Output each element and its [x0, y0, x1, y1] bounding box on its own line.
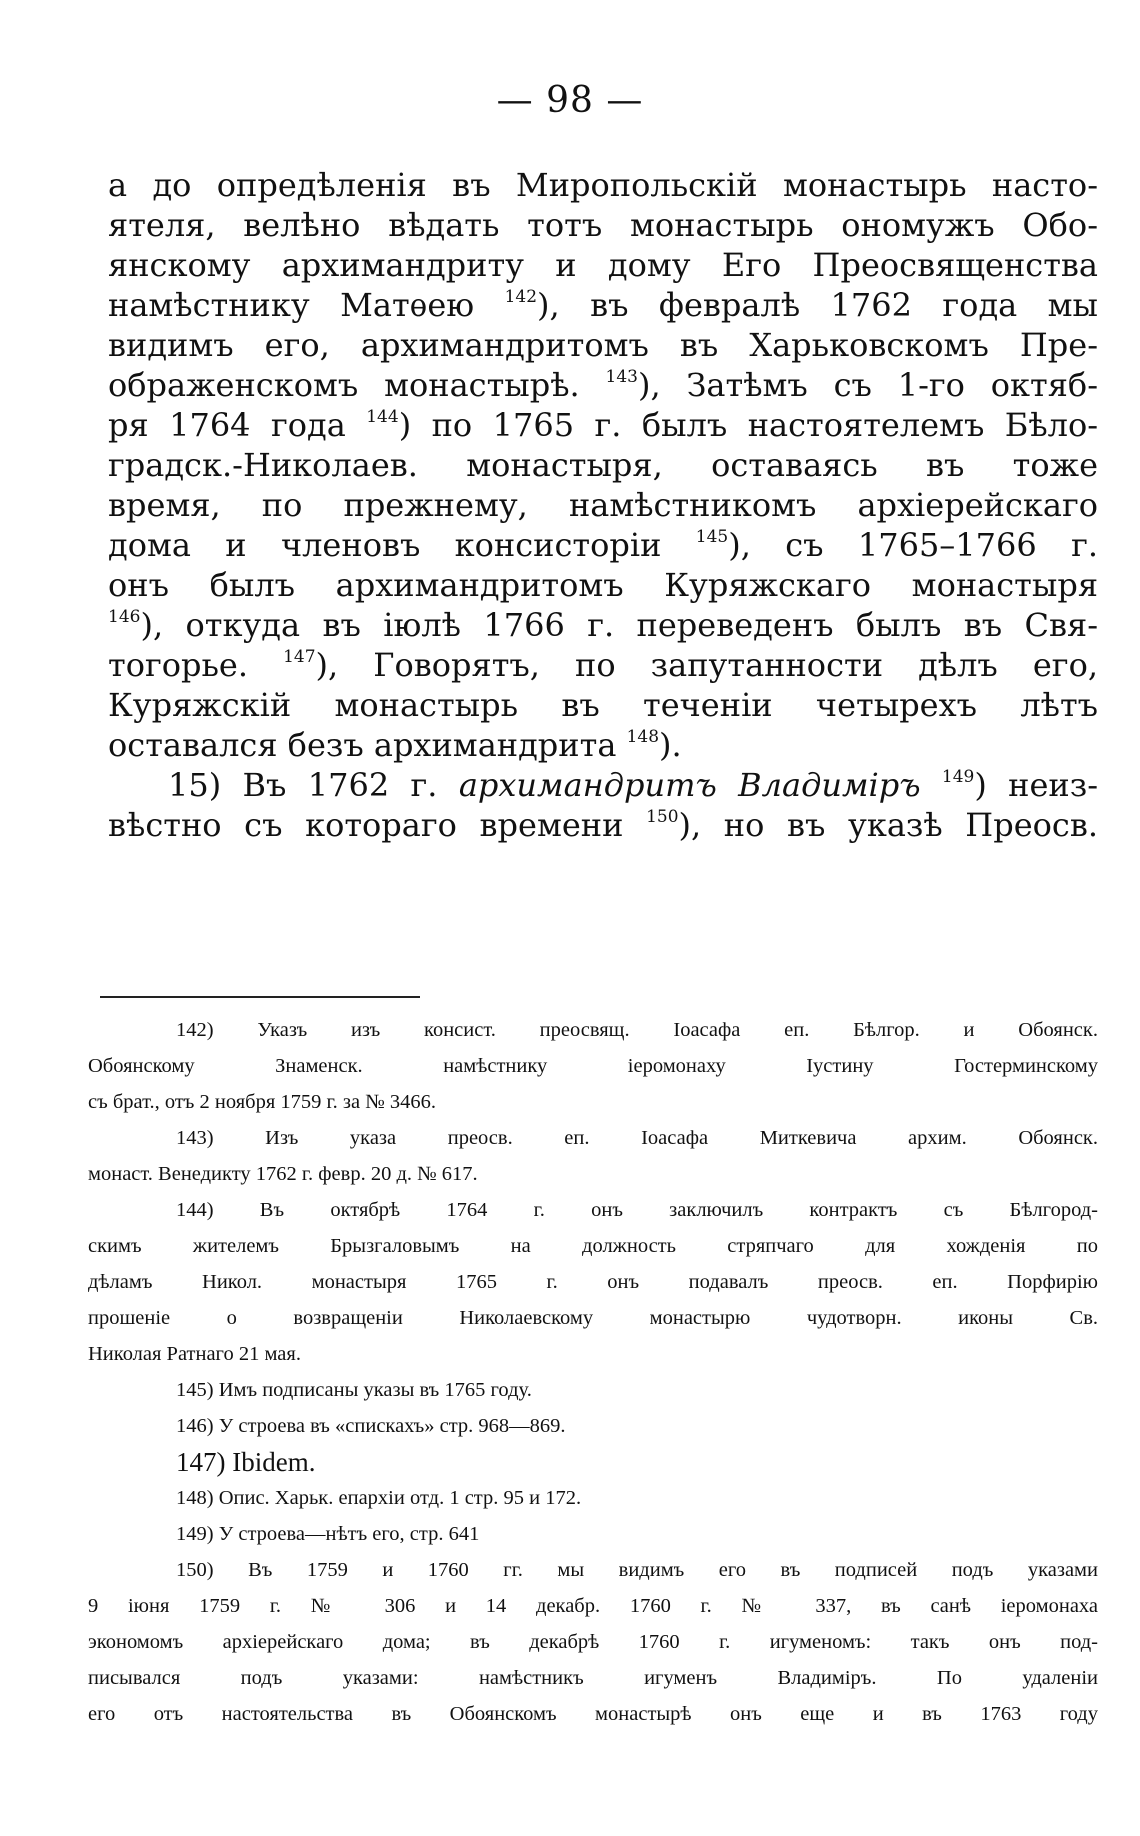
footnote-ref: 148 — [626, 727, 660, 747]
footnote-ref: 145 — [695, 527, 729, 547]
footnote-ref: 146 — [108, 607, 141, 627]
text-line: тогорье. $^{147}$), Говорятъ, по запутанности дѣлъ его, — [108, 646, 1098, 684]
text-line: 15) Въ 1762 г. архимандритъ Владиміръ $^{149}$) неиз- — [168, 766, 1098, 804]
text-line: градск.-Николаев. монастыря, оставаясь въ тоже — [108, 446, 1098, 484]
footnote-line: 146) У строева въ «спискахъ» стр. 968—869. — [176, 1415, 566, 1437]
footnote-line: 148) Опис. Харьк. епархіи отд. 1 стр. 95 и 172. — [176, 1487, 582, 1509]
footnote-ref: 143 — [605, 367, 638, 387]
footnote-line: монаст. Венедикту 1762 г. февр. 20 д. № 617. — [88, 1163, 478, 1185]
text-line: видимъ его, архимандритомъ въ Харьковскомъ Пре- — [108, 326, 1098, 364]
footnote-ref: 149 — [941, 767, 975, 787]
footnote-line: 149) У строева—нѣтъ его, стр. 641 — [176, 1523, 480, 1545]
footnote-line: 147) Ibidem. — [176, 1447, 316, 1477]
footnote-line: писывался подъ указами: намѣстникъ игуменъ Владиміръ. По удаленіи — [88, 1667, 1098, 1689]
text-line: время, по прежнему, намѣстникомъ архіерейскаго — [108, 486, 1098, 524]
footnote-line: Николая Ратнаго 21 мая. — [88, 1343, 301, 1365]
footnote-line: 143) Изъ указа преосв. еп. Іоасафа Миткевича архим. Обоянск. — [176, 1127, 1098, 1149]
footnote-ref: 150 — [646, 807, 679, 827]
text-line: ятеля, велѣно вѣдать тотъ монастырь ономужъ Обо- — [108, 206, 1098, 244]
footnote-line: экономомъ архіерейскаго дома; въ декабрѣ 1760 г. игуменомъ: такъ онъ под- — [88, 1631, 1098, 1653]
footnote-line: съ брат., отъ 2 ноября 1759 г. за № 3466. — [88, 1091, 436, 1113]
text-line: ображенскомъ монастырѣ. $^{143}$), Затѣмъ съ 1-го октяб- — [108, 366, 1098, 404]
footnote-ref: 147 — [283, 647, 316, 667]
text-line: дома и членовъ консисторіи $^{145}$), съ 1765–1766 г. — [108, 526, 1098, 564]
text-line: онъ былъ архимандритомъ Куряжскаго монастыря — [108, 566, 1098, 604]
footnote-line: прошеніе о возвращеніи Николаевскому монастырю чудотворн. иконы Св. — [88, 1307, 1098, 1329]
footnote-ref: 144 — [366, 407, 399, 427]
footnote-line: его отъ настоятельства въ Обоянскомъ монастырѣ онъ еще и въ 1763 году — [88, 1703, 1098, 1725]
text-line: оставался безъ архимандрита $^{148}$). — [108, 726, 682, 764]
footnote-line: 145) Имъ подписаны указы въ 1765 году. — [176, 1379, 532, 1401]
page-number: — 98 — — [496, 80, 644, 121]
footnote-line: 142) Указъ изъ консист. преосвящ. Іоасафа еп. Бѣлгор. и Обоянск. — [176, 1019, 1098, 1041]
footnote-line: 144) Въ октябрѣ 1764 г. онъ заключилъ контрактъ съ Бѣлгород- — [176, 1199, 1098, 1221]
footnote-line: 150) Въ 1759 и 1760 гг. мы видимъ его въ подписей подъ указами — [176, 1559, 1098, 1581]
main-text — [108, 165, 1098, 845]
footnote-line: 9 іюня 1759 г. № 306 и 14 декабр. 1760 г. № 337, въ санѣ іеромонаха — [88, 1595, 1098, 1617]
text-line: намѣстнику Матѳею $^{142}$), въ февралѣ 1762 года мы — [108, 286, 1098, 324]
footnote-ref: 142 — [504, 287, 538, 307]
text-line: а до опредѣленія въ Миропольскій монастырь насто- — [108, 166, 1098, 204]
text-line: вѣстно съ котораго времени $^{150}$), но въ указѣ Преосв. — [108, 806, 1098, 844]
footnote-line: дѣламъ Никол. монастыря 1765 г. онъ подавалъ преосв. еп. Порфирію — [88, 1271, 1098, 1293]
footnote-divider — [100, 996, 420, 998]
footnote-line: скимъ жителемъ Брызгаловымъ на должность стряпчаго для хожденія по — [88, 1235, 1098, 1257]
text-line: ря 1764 года $^{144}$) по 1765 г. былъ настоятелемъ Бѣло- — [108, 406, 1098, 444]
footnotes — [88, 1012, 1098, 1732]
text-line: янскому архимандриту и дому Его Преосвященства — [108, 246, 1098, 284]
italic-name: архимандритъ Владиміръ — [458, 766, 921, 804]
footnote-line: Обоянскому Знаменск. намѣстнику іеромонаху Іустину Гостерминскому — [88, 1055, 1098, 1077]
text-line: $^{146}$), откуда въ іюлѣ 1766 г. переведенъ былъ въ Свя- — [108, 606, 1098, 644]
text-line: Куряжскій монастырь въ теченіи четырехъ лѣтъ — [108, 686, 1098, 724]
